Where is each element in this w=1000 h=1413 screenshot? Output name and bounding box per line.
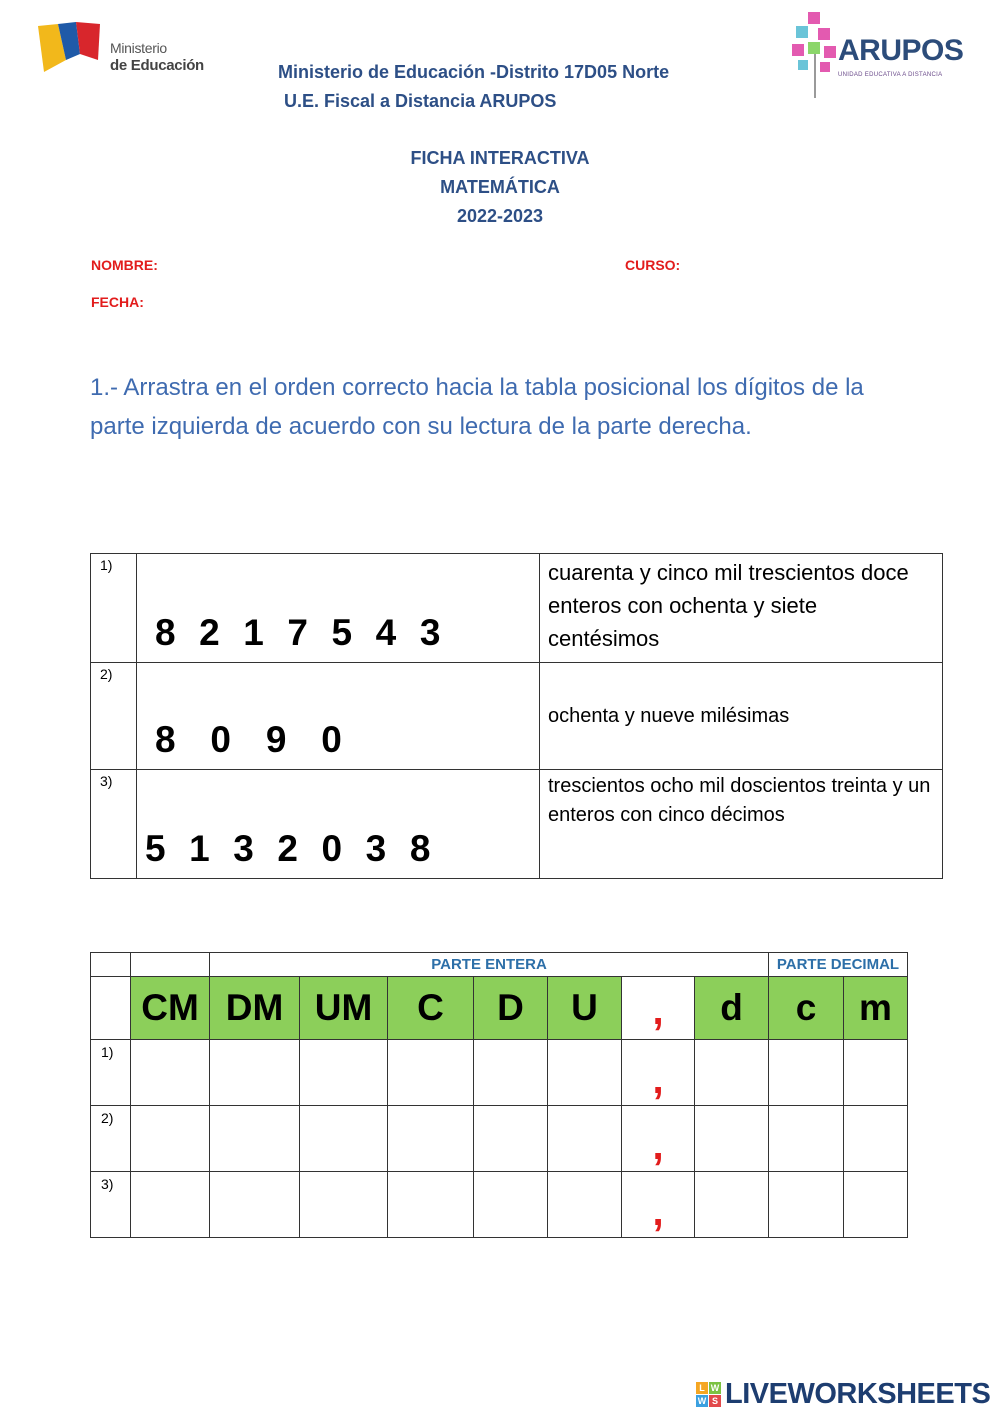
exercise-table bbox=[90, 553, 943, 879]
drop-cell[interactable] bbox=[388, 1172, 474, 1238]
drop-cell[interactable] bbox=[474, 1106, 548, 1172]
drop-cell[interactable] bbox=[769, 1106, 844, 1172]
name-label: NOMBRE: bbox=[91, 257, 158, 273]
drop-cell[interactable] bbox=[300, 1040, 388, 1106]
exercise-number: 2) bbox=[91, 663, 137, 770]
drop-cell[interactable] bbox=[210, 1106, 300, 1172]
drop-cell[interactable] bbox=[844, 1040, 908, 1106]
column-header-c: C bbox=[388, 977, 474, 1040]
decimal-comma: , bbox=[652, 1190, 664, 1234]
decimal-part-label: PARTE DECIMAL bbox=[769, 953, 908, 977]
header-line1: Ministerio de Educación -Distrito 17D05 Norte bbox=[278, 62, 670, 82]
row-number: 1) bbox=[91, 1040, 131, 1106]
title-subject: MATEMÁTICA bbox=[440, 177, 560, 197]
column-header-um: UM bbox=[300, 977, 388, 1040]
decimal-comma: , bbox=[652, 989, 664, 1033]
part-labels-row bbox=[91, 953, 908, 977]
drop-cell[interactable] bbox=[769, 1040, 844, 1106]
exercise-digits-cell bbox=[137, 770, 540, 879]
comma-cell bbox=[622, 1172, 695, 1238]
drop-cell[interactable] bbox=[131, 1172, 210, 1238]
draggable-digits[interactable]: 5 1 3 2 0 3 8 bbox=[145, 828, 432, 869]
course-label: CURSO: bbox=[625, 257, 681, 273]
row-number: 2) bbox=[91, 1106, 131, 1172]
puzzle-tree-icon bbox=[790, 8, 840, 100]
comma-cell bbox=[622, 1040, 695, 1106]
drop-cell[interactable] bbox=[548, 1172, 622, 1238]
drop-cell[interactable] bbox=[300, 1172, 388, 1238]
decimal-comma: , bbox=[652, 1124, 664, 1168]
exercise-reading: ochenta y nueve milésimas bbox=[540, 663, 943, 770]
drop-cell[interactable] bbox=[548, 1106, 622, 1172]
liveworksheets-brand: LIVEWORKSHEETS bbox=[725, 1378, 991, 1410]
drop-cell[interactable] bbox=[300, 1106, 388, 1172]
drop-cell[interactable] bbox=[210, 1040, 300, 1106]
draggable-digits[interactable]: 8 2 1 7 5 4 3 bbox=[155, 612, 442, 653]
date-label: FECHA: bbox=[91, 294, 144, 310]
column-header-c-decimal: c bbox=[769, 977, 844, 1040]
exercise-number: 3) bbox=[91, 770, 137, 879]
answer-row bbox=[91, 1040, 908, 1106]
column-header-comma bbox=[622, 977, 695, 1040]
drop-cell[interactable] bbox=[695, 1106, 769, 1172]
drop-cell[interactable] bbox=[844, 1106, 908, 1172]
answer-row bbox=[91, 1106, 908, 1172]
draggable-digits[interactable]: 8 0 9 0 bbox=[155, 719, 343, 760]
title-ficha: FICHA INTERACTIVA bbox=[410, 148, 590, 168]
drop-cell[interactable] bbox=[388, 1040, 474, 1106]
exercise-reading: trescientos ocho mil doscientos treinta y un enteros con cinco décimos bbox=[540, 770, 943, 879]
instruction-text: 1.- Arrastra en el orden correcto hacia la tabla posicional los dígitos de la parte izquierda de acuerdo con su lectura de la parte derecha. bbox=[90, 374, 864, 440]
exercise-reading: cuarenta y cinco mil trescientos doce enteros con ochenta y siete centésimos bbox=[540, 554, 943, 663]
exercise-row bbox=[91, 770, 943, 879]
column-header-m-decimal: m bbox=[844, 977, 908, 1040]
drop-cell[interactable] bbox=[210, 1172, 300, 1238]
column-header-u: U bbox=[548, 977, 622, 1040]
drop-cell[interactable] bbox=[474, 1040, 548, 1106]
exercise-number: 1) bbox=[91, 554, 137, 663]
ministry-logo-line1: Ministerio bbox=[110, 40, 167, 56]
ministry-flag-icon bbox=[36, 20, 106, 76]
exercise-digits-cell bbox=[137, 663, 540, 770]
exercise-row bbox=[91, 554, 943, 663]
column-header-dm: DM bbox=[210, 977, 300, 1040]
drop-cell[interactable] bbox=[695, 1172, 769, 1238]
column-header-cm: CM bbox=[131, 977, 210, 1040]
row-number: 3) bbox=[91, 1172, 131, 1238]
liveworksheets-icon: L W W S bbox=[697, 1383, 720, 1406]
liveworksheets-logo[interactable] bbox=[696, 1378, 990, 1411]
arupos-subtitle: UNIDAD EDUCATIVA A DISTANCIA bbox=[838, 72, 943, 78]
drop-cell[interactable] bbox=[131, 1106, 210, 1172]
ministry-logo-line2: de Educación bbox=[110, 57, 204, 74]
drop-cell[interactable] bbox=[844, 1172, 908, 1238]
drop-cell[interactable] bbox=[388, 1106, 474, 1172]
comma-cell bbox=[622, 1106, 695, 1172]
column-header-d-decimal: d bbox=[695, 977, 769, 1040]
header-line2: U.E. Fiscal a Distancia ARUPOS bbox=[284, 91, 557, 111]
drop-cell[interactable] bbox=[695, 1040, 769, 1106]
decimal-comma: , bbox=[652, 1058, 664, 1102]
ministry-logo-text bbox=[110, 40, 204, 74]
exercise-row bbox=[91, 663, 943, 770]
arupos-name: ARUPOS bbox=[838, 34, 964, 67]
place-value-table bbox=[90, 952, 908, 1238]
column-header-d: D bbox=[474, 977, 548, 1040]
drop-cell[interactable] bbox=[548, 1040, 622, 1106]
drop-cell[interactable] bbox=[474, 1172, 548, 1238]
exercise-digits-cell bbox=[137, 554, 540, 663]
integer-part-label: PARTE ENTERA bbox=[210, 953, 769, 977]
drop-cell[interactable] bbox=[769, 1172, 844, 1238]
title-year: 2022-2023 bbox=[456, 206, 544, 226]
answer-row bbox=[91, 1172, 908, 1238]
place-value-header-row bbox=[91, 977, 908, 1040]
drop-cell[interactable] bbox=[131, 1040, 210, 1106]
